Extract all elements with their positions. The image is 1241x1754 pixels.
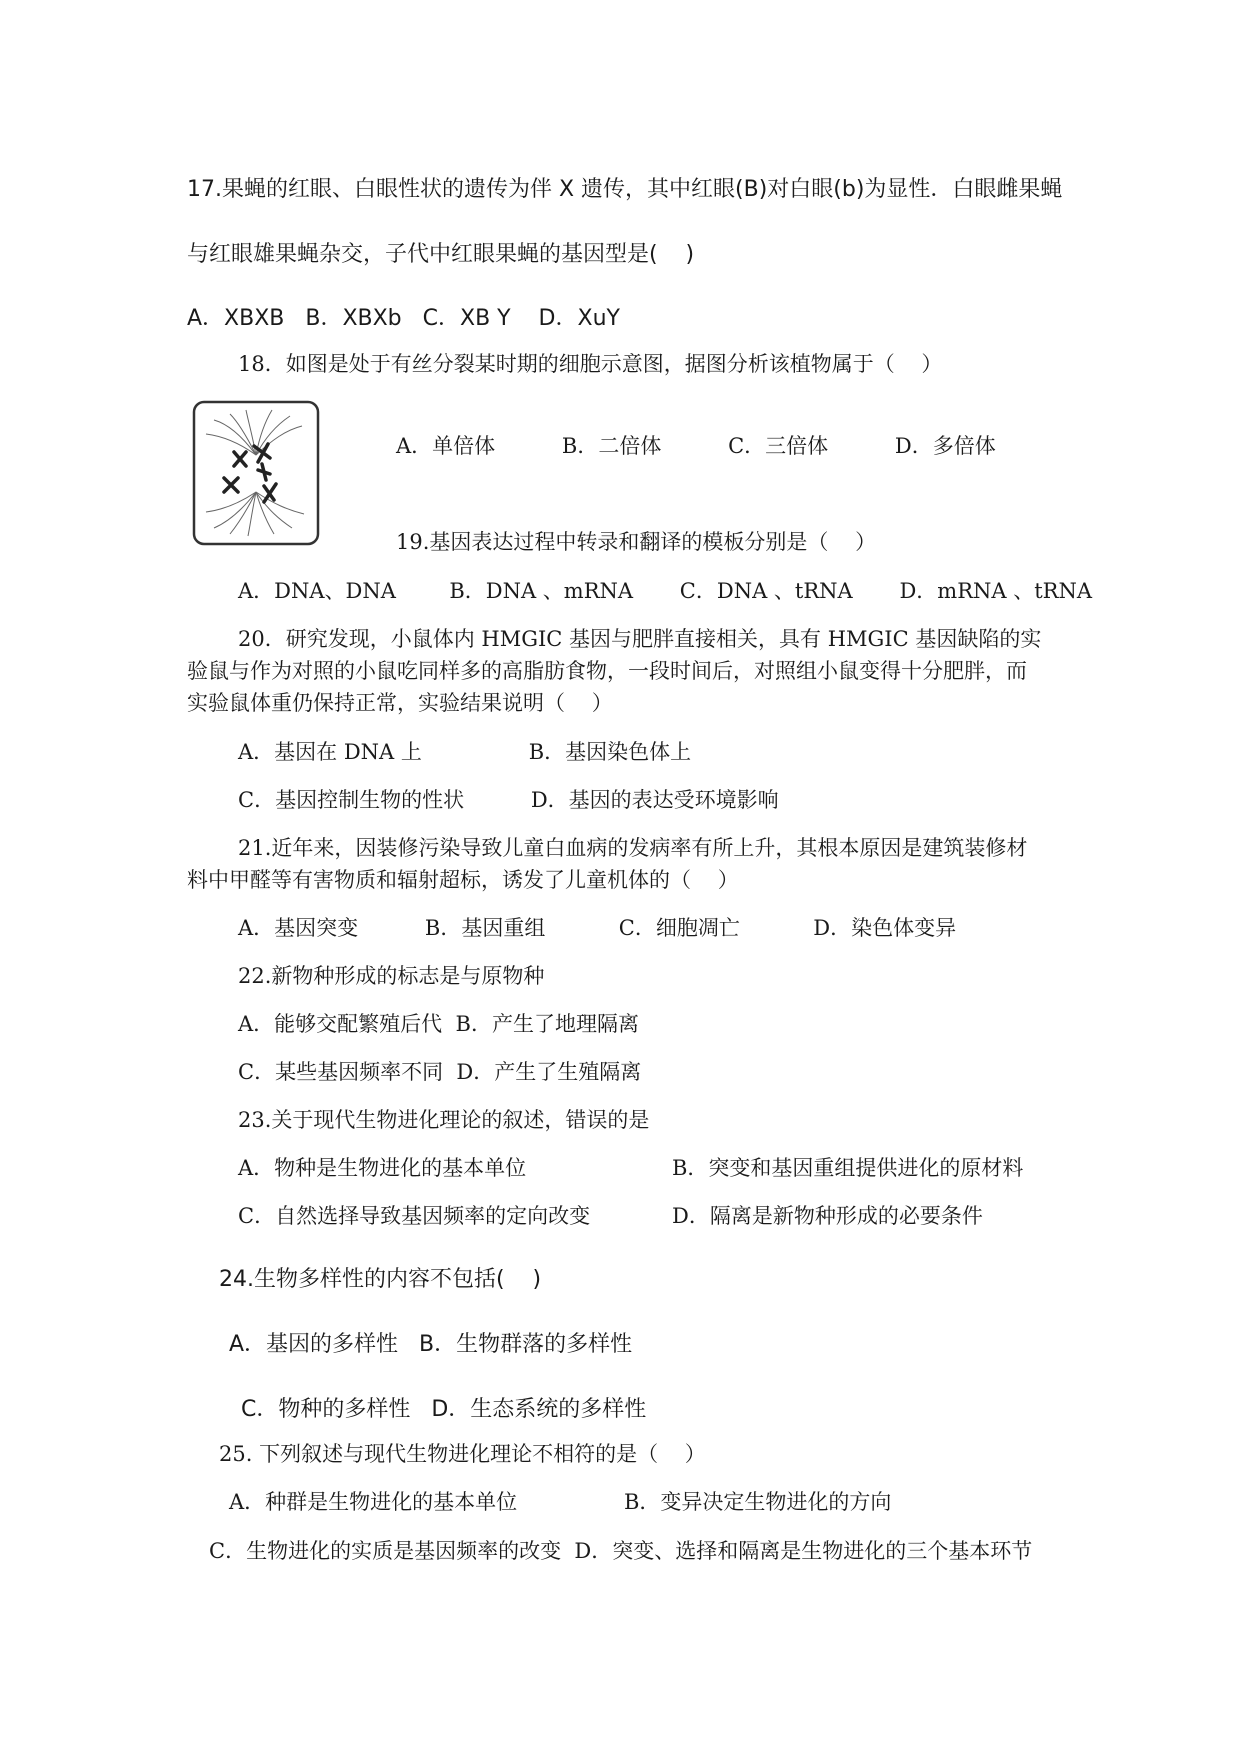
q17-stem-line1: 17.果蝇的红眼、白眼性状的遗传为伴 X 遗传，其中红眼(B)对白眼(b)为显性．白眼雌果蝇: [187, 177, 1063, 202]
q17-options: A．XBXB B．XBXb C．XB Y D．XuY: [187, 306, 620, 331]
q21-stem-line1: 21.近年来，因装修污染导致儿童白血病的发病率有所上升，其根本原因是建筑装修材: [238, 836, 1028, 860]
q21-options: A．基因突变 B．基因重组 C．细胞凋亡 D．染色体变异: [238, 916, 957, 940]
q18-stem: 18．如图是处于有丝分裂某时期的细胞示意图，据图分析该植物属于（ ）: [238, 352, 943, 376]
q23-stem: 23.关于现代生物进化理论的叙述，错误的是: [238, 1108, 650, 1132]
q20-options-line2: C．基因控制生物的性状 D．基因的表达受环境影响: [238, 788, 779, 812]
q24-options-line1: A．基因的多样性 B．生物群落的多样性: [229, 1332, 633, 1357]
q20-stem-line3: 实验鼠体重仍保持正常，实验结果说明（ ）: [187, 691, 613, 715]
q23-option-c: C．自然选择导致基因频率的定向改变: [238, 1204, 591, 1228]
q19-options: A．DNA、DNA B．DNA 、mRNA C．DNA 、tRNA D．mRNA 、tRNA: [238, 579, 1093, 603]
q23-option-a: A．物种是生物进化的基本单位: [238, 1156, 527, 1180]
q25-options-line1: A．种群是生物进化的基本单位 B．变异决定生物进化的方向: [229, 1490, 892, 1514]
q24-options-line2: C．物种的多样性 D．生态系统的多样性: [241, 1397, 647, 1422]
q19-stem: 19.基因表达过程中转录和翻译的模板分别是（ ）: [396, 530, 877, 554]
q21-stem-line2: 料中甲醛等有害物质和辐射超标，诱发了儿童机体的（ ）: [187, 868, 739, 892]
q17-stem-line2: 与红眼雄果蝇杂交，子代中红眼果蝇的基因型是( ): [187, 242, 695, 267]
q23-option-d: D．隔离是新物种形成的必要条件: [672, 1204, 983, 1228]
q25-stem: 25. 下列叙述与现代生物进化理论不相符的是（ ）: [219, 1442, 706, 1466]
q20-stem-line2: 验鼠与作为对照的小鼠吃同样多的高脂肪食物，一段时间后，对照组小鼠变得十分肥胖，而: [187, 659, 1027, 683]
q20-options-line1: A．基因在 DNA 上 B．基因染色体上: [238, 740, 692, 764]
q22-options-line2: C．某些基因频率不同 D．产生了生殖隔离: [238, 1060, 642, 1084]
q22-options-line1: A．能够交配繁殖后代 B．产生了地理隔离: [238, 1012, 639, 1036]
cell-division-figure: [192, 400, 320, 546]
q23-option-b: B．突变和基因重组提供进化的原材料: [672, 1156, 1024, 1180]
q20-stem-line1: 20．研究发现，小鼠体内 HMGIC 基因与肥胖直接相关，具有 HMGIC 基因缺陷的实: [238, 627, 1042, 651]
q22-stem: 22.新物种形成的标志是与原物种: [238, 964, 545, 988]
q25-options-line2: C．生物进化的实质是基因频率的改变 D．突变、选择和隔离是生物进化的三个基本环节: [209, 1539, 1033, 1563]
q18-options: A．单倍体 B．二倍体 C．三倍体 D．多倍体: [396, 434, 996, 458]
q24-stem: 24.生物多样性的内容不包括( ): [219, 1267, 542, 1292]
